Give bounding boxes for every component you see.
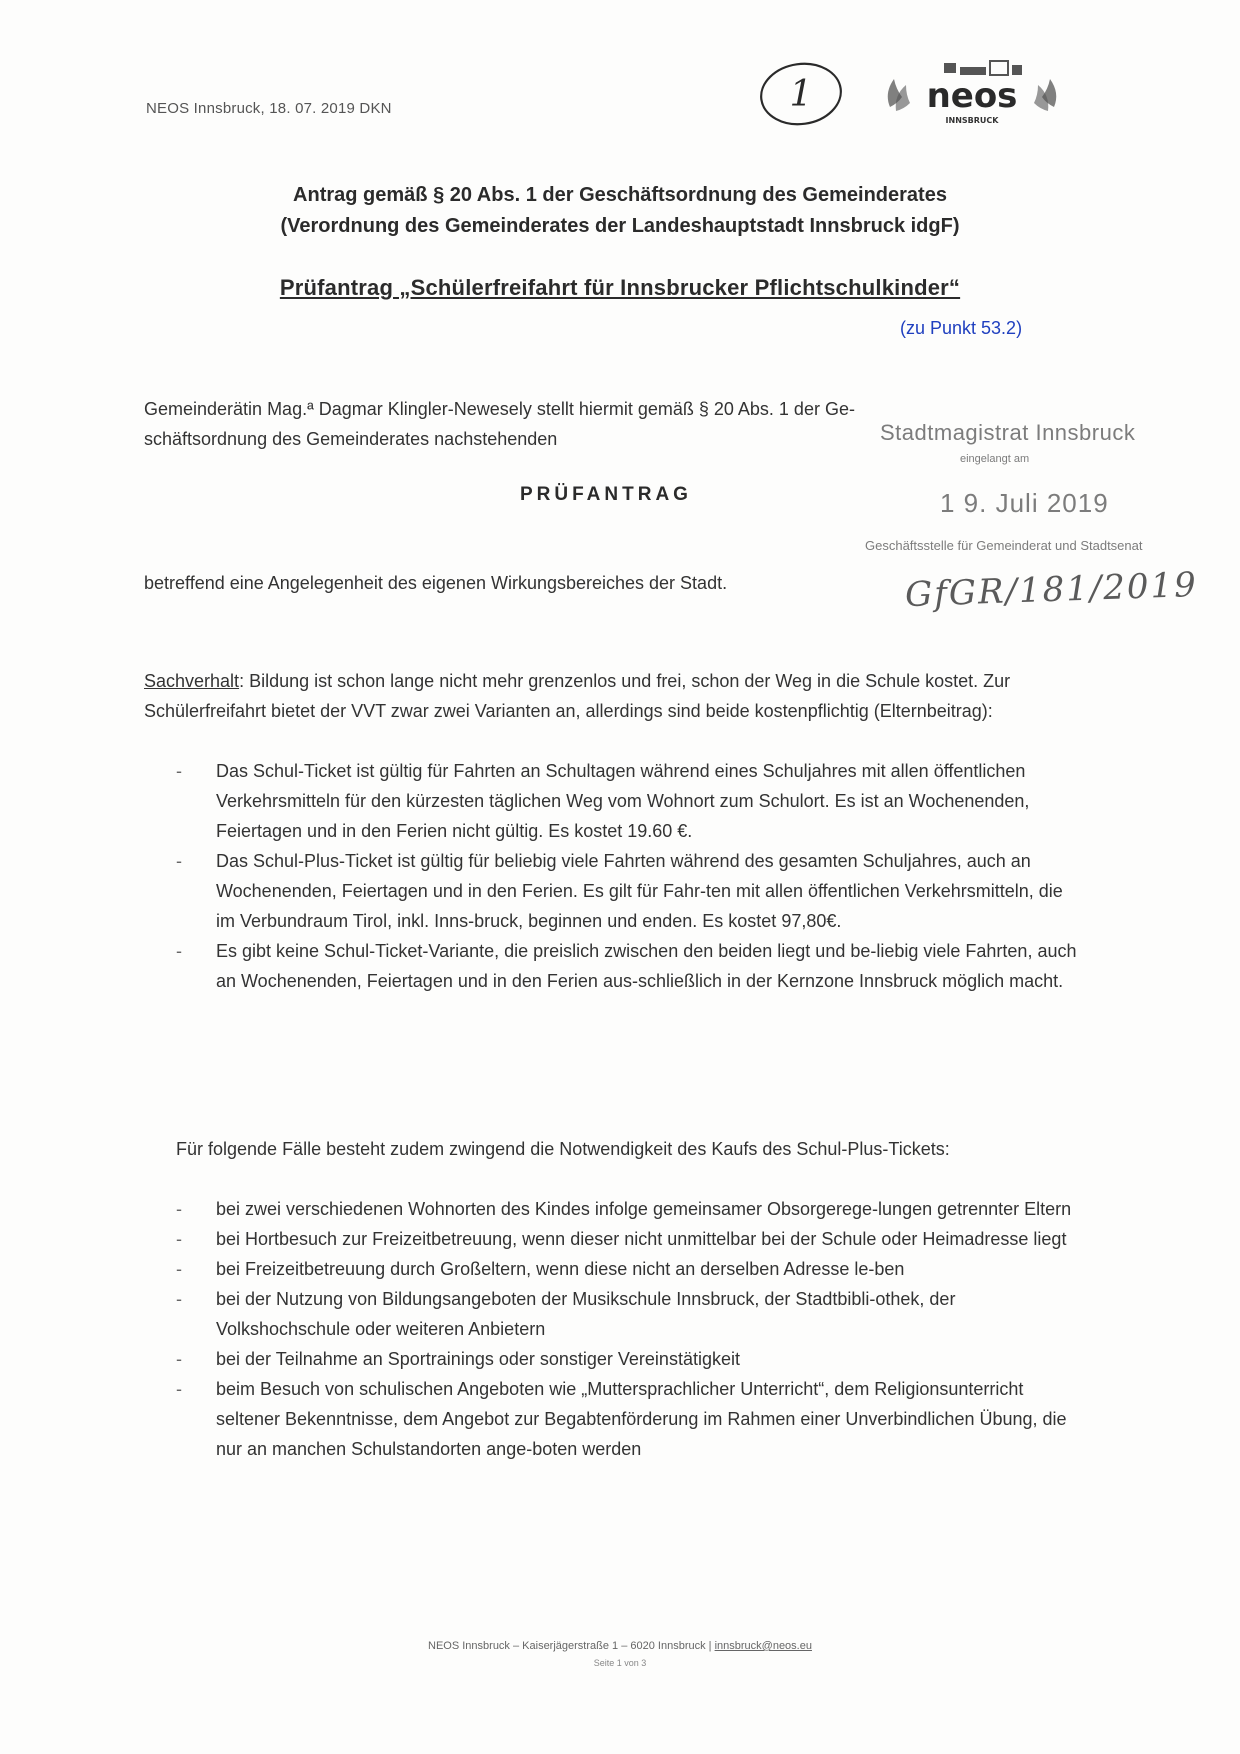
list-dash: - (176, 1229, 182, 1249)
list-dash: - (176, 1349, 182, 1369)
list-item (176, 846, 1086, 936)
handwritten-page-number (755, 58, 847, 130)
cases-intro-paragraph: Für folgende Fälle besteht zudem zwingend die Notwendigkeit des Kaufs des Schul-Plus-Tickets: (176, 1139, 950, 1159)
list-item (176, 1284, 1086, 1344)
agenda-reference: (zu Punkt 53.2) (900, 318, 1023, 338)
document-title (160, 180, 1080, 242)
title-line-2: (Verordnung des Gemeinderates der Landeshauptstadt Innsbruck idgF) (280, 215, 960, 237)
stamp-date: 1 9. Juli 2019 (940, 488, 1109, 518)
list-item (176, 1224, 1086, 1254)
list-item-text: Es gibt keine Schul-Ticket-Variante, die preislich zwischen den beiden liegt und be-liebig viele Fahrten, auch an Wochenenden, Feiertagen und in den Ferien aus-schließlich in der Kernzone Innsbruck möglich macht. (216, 941, 1077, 991)
cases-list (176, 1194, 1086, 1464)
logo-wordmark: neos (926, 76, 1018, 116)
betreffend-line: betreffend eine Angelegenheit des eigenen Wirkungsbereiches der Stadt. (144, 573, 728, 593)
list-dash: - (176, 761, 182, 781)
list-dash: - (176, 1199, 182, 1219)
list-item (176, 756, 1086, 846)
sachverhalt-text: : Bildung ist schon lange nicht mehr grenzenlos und frei, schon der Weg in die Schule kostet. Zur Schülerfreifahrt bietet der VVT zwar zwei Varianten an, allerdings sind beide kostenpflichtig (Elternbeitrag): (144, 671, 1011, 721)
list-item-text: bei zwei verschiedenen Wohnorten des Kindes infolge gemeinsamer Obsorgerege-lungen getrennter Eltern (216, 1199, 1072, 1219)
list-dash: - (176, 1289, 182, 1309)
ticket-variants-list (176, 756, 1086, 996)
footer-address (320, 1640, 920, 1652)
document-origin: NEOS Innsbruck, 18. 07. 2019 DKN (146, 100, 392, 117)
list-dash: - (176, 1259, 182, 1279)
list-item-text: Das Schul-Ticket ist gültig für Fahrten an Schultagen während eines Schuljahres mit allen öffentlichen Verkehrsmitteln für den kürzesten täglichen Weg vom Wohnort zum Schulort. Es ist an Wochenenden, Feiertagen und in den Ferien nicht gültig. Es kostet 19.60 €. (216, 761, 1030, 841)
intro-line-2: schäftsordnung des Gemeinderates nachstehenden (144, 429, 558, 449)
intro-line-1: Gemeinderätin Mag.ª Dagmar Klingler-Newesely stellt hiermit gemäß § 20 Abs. 1 der Ge- (144, 399, 855, 419)
list-item-text: bei der Teilnahme an Sportrainings oder sonstiger Vereinstätigkeit (216, 1349, 740, 1369)
logo-subtext: INNSBRUCK (945, 116, 999, 125)
list-item (176, 1254, 1086, 1284)
neos-logo (882, 55, 1062, 135)
list-dash: - (176, 941, 182, 961)
list-item-text: bei Hortbesuch zur Freizeitbetreuung, wenn dieser nicht unmittelbar bei der Schule oder Heimadresse liegt (216, 1229, 1067, 1249)
stamp-department: Geschäftsstelle für Gemeinderat und Stadtsenat (865, 538, 1143, 553)
circled-number-icon (755, 58, 847, 130)
sachverhalt-label: Sachverhalt (144, 671, 240, 691)
stamp-reference-handwritten: GfGR/181/2019 (904, 564, 1199, 616)
list-item (176, 1194, 1086, 1224)
list-item (176, 1374, 1086, 1464)
list-dash: - (176, 1379, 182, 1399)
pruefantrag-label: PRÜFANTRAG (520, 484, 692, 505)
list-item (176, 936, 1086, 996)
footer-page-count: Seite 1 von 3 (593, 1658, 647, 1668)
title-line-1: Antrag gemäß § 20 Abs. 1 der Geschäftsordnung des Gemeinderates (293, 184, 947, 206)
sachverhalt-paragraph (144, 666, 1084, 726)
footer-address-text: NEOS Innsbruck – Kaiserjägerstraße 1 – 6020 Innsbruck | (428, 1640, 715, 1652)
list-item-text: bei der Nutzung von Bildungsangeboten der Musikschule Innsbruck, der Stadtbibli-othek, der Volkshochschule oder weiteren Anbietern (216, 1289, 956, 1339)
list-item (176, 1344, 1086, 1374)
list-item-text: Das Schul-Plus-Ticket ist gültig für beliebig viele Fahrten während des gesamten Schuljahres, auch an Wochenenden, Feiertagen und in den Ferien. Es gilt für Fahr-ten mit allen öffentlichen Verkehrsmitteln, die im Verbundraum Tirol, inkl. Inns-bruck, beginnen und enden. Es kostet 97,80€. (216, 851, 1063, 931)
stamp-office: Stadtmagistrat Innsbruck (880, 420, 1136, 445)
list-item-text: bei Freizeitbetreuung durch Großeltern, wenn diese nicht an derselben Adresse le-ben (216, 1259, 905, 1279)
list-dash: - (176, 851, 182, 871)
page-mark-text: 1 (789, 74, 813, 115)
list-item-text: beim Besuch von schulischen Angeboten wie „Muttersprachlicher Unterricht“, dem Religionsunterricht seltener Bekenntnisse, dem Angebot zur Begabtenförderung im Rahmen einer Unverbindlichen Übung, die nur an manchen Schulstandorten ange-boten werden (216, 1379, 1067, 1459)
subject-heading: Prüfantrag „Schülerfreifahrt für Innsbrucker Pflichtschulkinder“ (279, 275, 961, 300)
footer-email-link[interactable]: innsbruck@neos.eu (714, 1640, 812, 1652)
stamp-received-label: eingelangt am (960, 453, 1030, 465)
